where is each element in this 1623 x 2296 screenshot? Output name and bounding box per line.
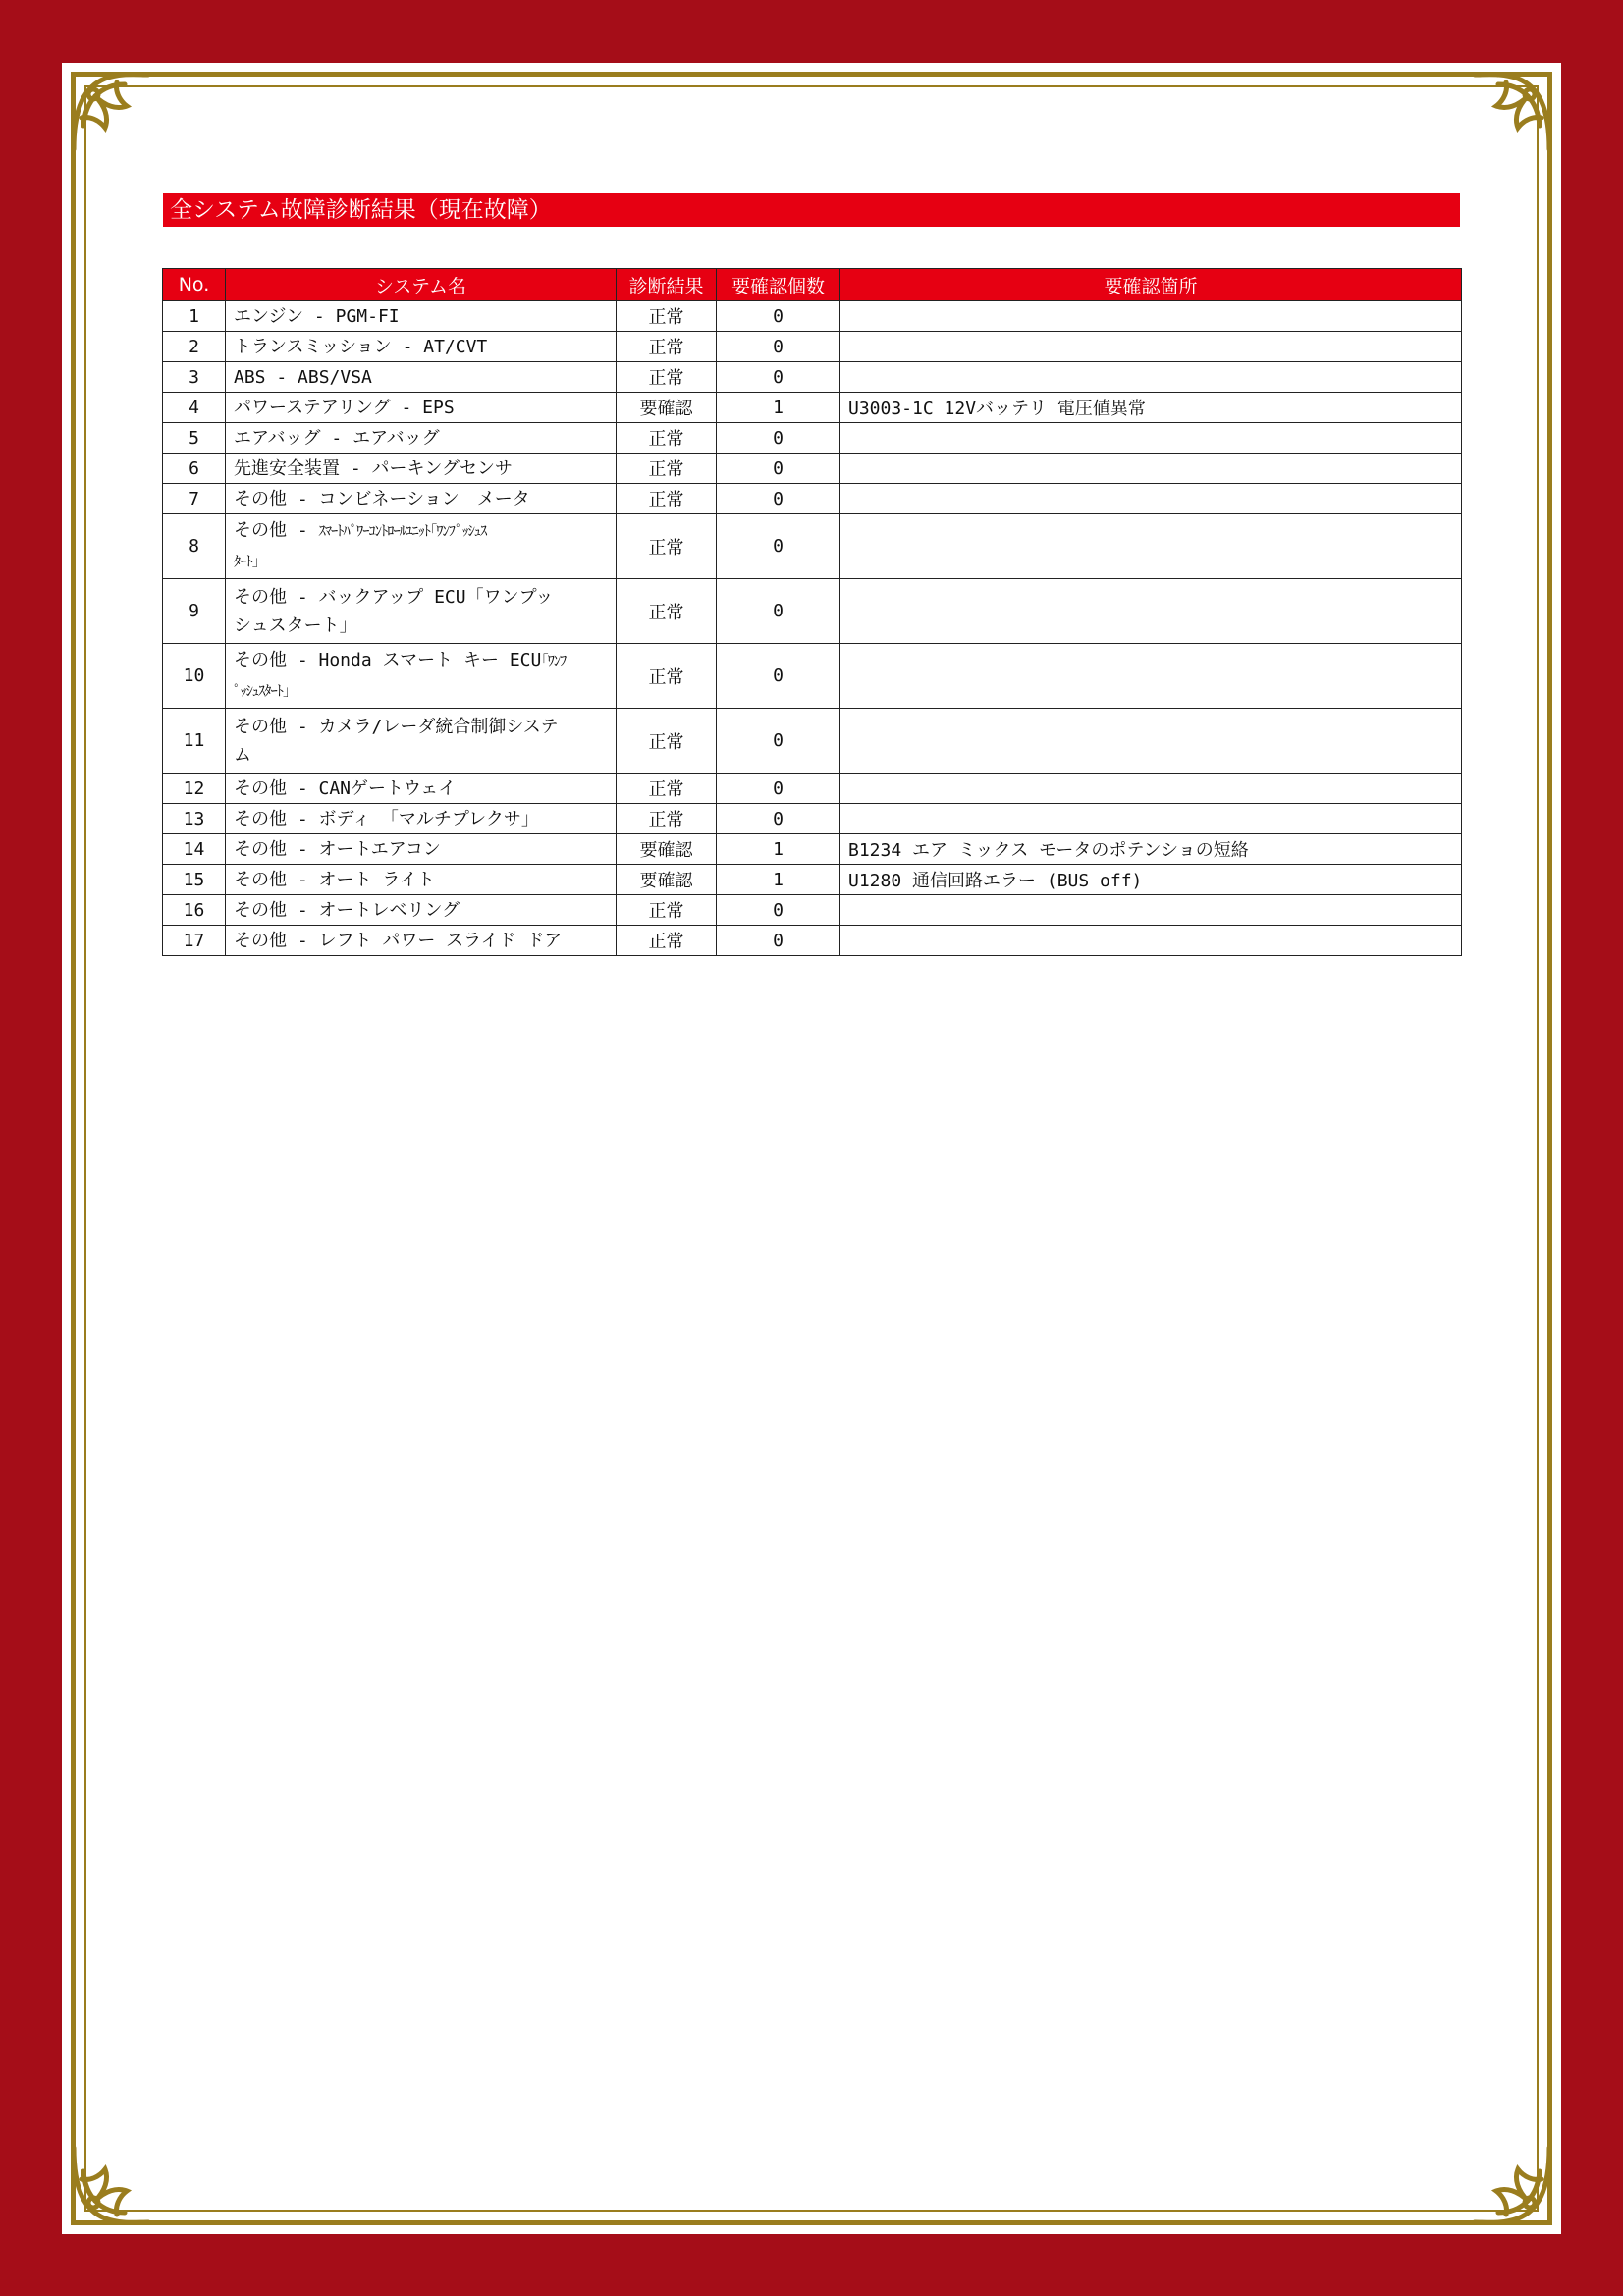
row-count: 1 <box>717 834 840 865</box>
row-count: 0 <box>717 926 840 956</box>
row-system-line1: その他 - バックアップ ECU「ワンプッ <box>234 586 554 608</box>
row-detail: U3003-1C 12Vバッテリ 電圧値異常 <box>840 393 1462 423</box>
table-row <box>163 454 1462 484</box>
row-system <box>226 709 617 774</box>
document-page <box>62 63 1561 2234</box>
row-count: 0 <box>717 514 840 579</box>
row-no: 15 <box>163 865 226 895</box>
row-system: その他 - CANゲートウェイ <box>226 774 617 804</box>
row-system <box>226 579 617 644</box>
row-system: 先進安全装置 - パーキングセンサ <box>226 454 617 484</box>
row-result: 正常 <box>617 926 717 956</box>
row-no: 8 <box>163 514 226 579</box>
row-system: その他 - コンビネーション メータ <box>226 484 617 514</box>
row-detail <box>840 362 1462 393</box>
row-system-small: ﾀｰﾄ｣ <box>234 554 258 570</box>
row-result: 要確認 <box>617 834 717 865</box>
row-system: エンジン - PGM-FI <box>226 301 617 332</box>
table-row <box>163 579 1462 644</box>
row-system-line2: ム <box>234 744 251 766</box>
row-result: 要確認 <box>617 865 717 895</box>
row-system <box>226 514 617 579</box>
table-row <box>163 834 1462 865</box>
row-result: 正常 <box>617 579 717 644</box>
row-no: 1 <box>163 301 226 332</box>
table-row <box>163 644 1462 709</box>
row-count: 1 <box>717 865 840 895</box>
row-system-line1: その他 - カメラ/レーダ統合制御システ <box>234 716 559 737</box>
row-detail <box>840 804 1462 834</box>
table-row <box>163 332 1462 362</box>
table-row <box>163 362 1462 393</box>
header-result: 診断結果 <box>617 269 717 301</box>
row-system: その他 - オートレベリング <box>226 895 617 926</box>
row-result: 正常 <box>617 484 717 514</box>
row-detail <box>840 644 1462 709</box>
section-title: 全システム故障診断結果（現在故障） <box>163 193 1460 227</box>
row-no: 17 <box>163 926 226 956</box>
row-count: 0 <box>717 804 840 834</box>
row-detail <box>840 454 1462 484</box>
row-detail <box>840 484 1462 514</box>
row-system-small: ｽﾏｰﾄﾊﾟﾜｰｺﾝﾄﾛｰﾙﾕﾆｯﾄ｢ﾜﾝﾌﾟｯｼｭｽ <box>318 523 487 540</box>
row-system-line2: シュスタート」 <box>234 614 357 636</box>
row-system: トランスミッション - AT/CVT <box>226 332 617 362</box>
corner-ornament-icon <box>66 67 156 157</box>
row-no: 4 <box>163 393 226 423</box>
row-detail <box>840 895 1462 926</box>
header-detail: 要確認箇所 <box>840 269 1462 301</box>
row-detail <box>840 514 1462 579</box>
table-row <box>163 804 1462 834</box>
row-no: 12 <box>163 774 226 804</box>
row-count: 0 <box>717 774 840 804</box>
row-no: 10 <box>163 644 226 709</box>
row-detail <box>840 709 1462 774</box>
row-result: 正常 <box>617 804 717 834</box>
header-system-name: システム名 <box>226 269 617 301</box>
table-row <box>163 393 1462 423</box>
row-no: 7 <box>163 484 226 514</box>
row-system: その他 - ボディ 「マルチプレクサ」 <box>226 804 617 834</box>
row-count: 0 <box>717 579 840 644</box>
table-row <box>163 709 1462 774</box>
row-count: 0 <box>717 362 840 393</box>
row-system <box>226 644 617 709</box>
row-result: 正常 <box>617 423 717 454</box>
table-row <box>163 301 1462 332</box>
row-result: 正常 <box>617 332 717 362</box>
table-row <box>163 423 1462 454</box>
row-no: 6 <box>163 454 226 484</box>
row-system-small: ｢ﾜﾝﾌ <box>541 653 567 669</box>
row-no: 11 <box>163 709 226 774</box>
row-count: 0 <box>717 644 840 709</box>
row-no: 14 <box>163 834 226 865</box>
row-system-prefix: その他 - Honda スマート キー ECU <box>234 649 542 670</box>
table-header-row <box>163 269 1462 301</box>
row-no: 16 <box>163 895 226 926</box>
row-system: エアバッグ - エアバッグ <box>226 423 617 454</box>
row-no: 13 <box>163 804 226 834</box>
row-result: 正常 <box>617 454 717 484</box>
row-detail: U1280 通信回路エラー (BUS off) <box>840 865 1462 895</box>
row-detail: B1234 エア ミックス モータのポテンショの短絡 <box>840 834 1462 865</box>
row-system-small: ﾟｯｼｭｽﾀｰﾄ｣ <box>234 683 290 700</box>
row-system: その他 - オートエアコン <box>226 834 617 865</box>
corner-ornament-icon <box>1467 67 1557 157</box>
row-result: 要確認 <box>617 393 717 423</box>
row-result: 正常 <box>617 514 717 579</box>
row-system: その他 - レフト パワー スライド ドア <box>226 926 617 956</box>
row-count: 0 <box>717 709 840 774</box>
row-system: その他 - オート ライト <box>226 865 617 895</box>
row-detail <box>840 332 1462 362</box>
row-detail <box>840 926 1462 956</box>
row-count: 0 <box>717 895 840 926</box>
row-detail <box>840 579 1462 644</box>
row-no: 5 <box>163 423 226 454</box>
row-count: 0 <box>717 301 840 332</box>
row-count: 0 <box>717 484 840 514</box>
row-detail <box>840 301 1462 332</box>
table-row <box>163 774 1462 804</box>
table-row <box>163 865 1462 895</box>
row-system: ABS - ABS/VSA <box>226 362 617 393</box>
row-detail <box>840 423 1462 454</box>
header-no: No. <box>163 269 226 301</box>
row-no: 3 <box>163 362 226 393</box>
row-no: 9 <box>163 579 226 644</box>
row-result: 正常 <box>617 362 717 393</box>
corner-ornament-icon <box>1467 2140 1557 2230</box>
table-row <box>163 484 1462 514</box>
row-count: 1 <box>717 393 840 423</box>
table-row <box>163 926 1462 956</box>
row-result: 正常 <box>617 895 717 926</box>
row-result: 正常 <box>617 644 717 709</box>
row-count: 0 <box>717 332 840 362</box>
table-row <box>163 514 1462 579</box>
row-result: 正常 <box>617 301 717 332</box>
row-no: 2 <box>163 332 226 362</box>
header-count: 要確認個数 <box>717 269 840 301</box>
table-row <box>163 895 1462 926</box>
row-count: 0 <box>717 423 840 454</box>
row-detail <box>840 774 1462 804</box>
row-system-prefix: その他 - <box>234 519 319 541</box>
row-system: パワーステアリング - EPS <box>226 393 617 423</box>
corner-ornament-icon <box>66 2140 156 2230</box>
row-result: 正常 <box>617 774 717 804</box>
row-result: 正常 <box>617 709 717 774</box>
row-count: 0 <box>717 454 840 484</box>
diagnosis-table <box>162 268 1462 956</box>
